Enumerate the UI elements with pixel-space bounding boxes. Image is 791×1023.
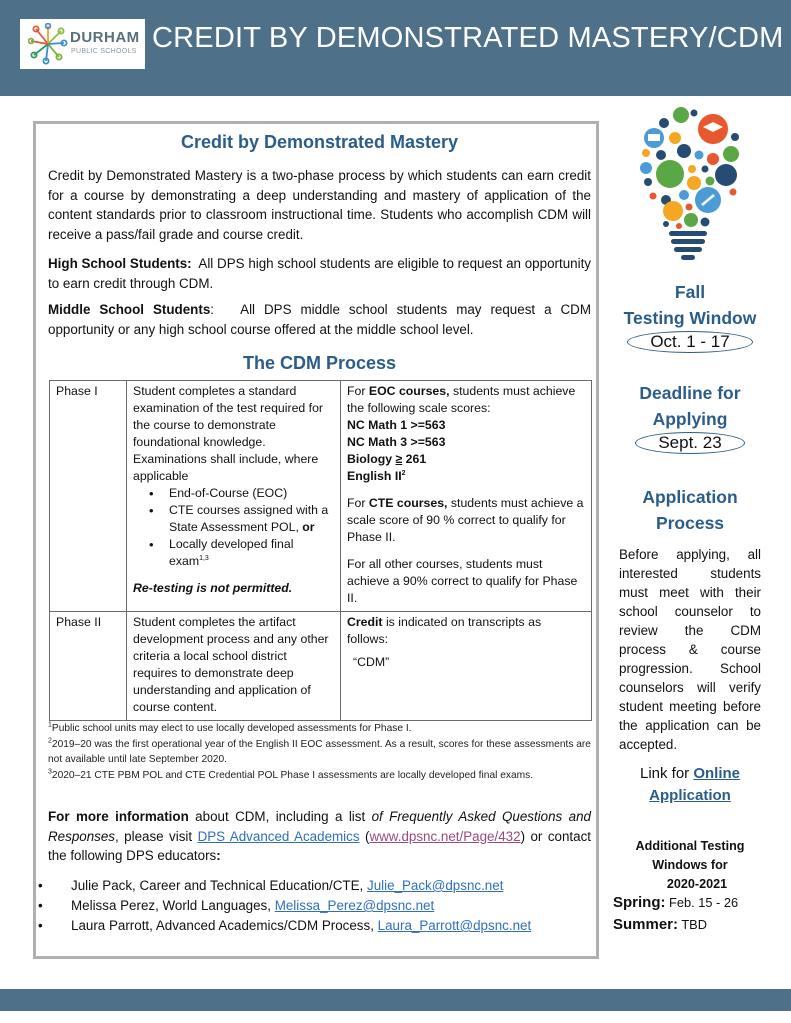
footnote-number: 1 [48, 721, 52, 729]
application-process-heading [610, 484, 770, 536]
spring-label: Spring: [613, 894, 666, 911]
summer-window [613, 916, 707, 933]
score-english [347, 468, 585, 485]
footnote-number: 2 [48, 737, 52, 745]
score-biology [347, 451, 585, 468]
application-deadline [610, 380, 770, 454]
cte-bold: CTE courses, [368, 496, 448, 510]
fall-testing-window [610, 279, 770, 353]
footnote-ref: 2 [401, 469, 406, 477]
application-process-text: Before applying, all interested students must meet with their school counselor to review the CDM process & course progression. School counselors will verify student meeting before the application can be accepted. [619, 547, 761, 752]
high-school-label: High School Students: [48, 256, 192, 271]
eoc-bold: EOC courses, [368, 384, 450, 398]
main-heading: Credit by Demonstrated Mastery [180, 132, 459, 152]
page-title: CREDIT BY DEMONSTRATED MASTERY/CDM [152, 22, 784, 54]
high-school-text: All DPS high school students are eligible to request an opportunity to earn credit through CDM. [48, 256, 595, 291]
more-info-colon: : [216, 848, 221, 863]
list-item-text: Locally developed final exam [169, 537, 294, 568]
online-application-link[interactable]: Application [649, 787, 731, 804]
online-application [610, 763, 770, 807]
footnote [48, 737, 591, 768]
phase-requirements [341, 381, 592, 612]
summer-label: Summer: [613, 916, 679, 933]
english-label: English II [347, 469, 402, 483]
list-item: • End-of-Course (EOC) [149, 485, 334, 502]
more-info-text: ( [359, 828, 370, 844]
biology-value: 261 [402, 452, 427, 466]
biology-label: Biology [347, 452, 396, 466]
cte-requirement [347, 495, 585, 546]
footnote-ref: 1,3 [199, 554, 209, 562]
header-banner [0, 0, 791, 96]
list-item [149, 536, 334, 570]
table-row [50, 612, 592, 721]
logo-name: DURHAM [70, 29, 140, 46]
deadline-heading: Deadline for [639, 383, 741, 403]
phase-description: Student completes the artifact development process and any other criteria a local school district requires to demonstrate deep understanding and application of course content. [127, 612, 341, 721]
credit-note [347, 614, 585, 648]
testing-window-heading: Testing Window [623, 308, 757, 328]
online-application-link[interactable]: Online [693, 765, 741, 782]
additional-line: Windows for [652, 858, 728, 872]
email-link[interactable]: Melissa_Perez@dpsnc.net [274, 898, 435, 913]
process-subheading: Process [655, 513, 725, 533]
high-school-paragraph [48, 254, 595, 293]
cte-post: students must achieve a scale score of 90 % correct to qualify for Phase II. [347, 496, 587, 544]
score-math3: NC Math 3 >=563 [347, 435, 446, 449]
score-math1: NC Math 1 >=563 [347, 418, 446, 432]
or-text: or [302, 520, 315, 534]
phase1-desc-text: Student completes a standard examination of the test required for the course to demonstrate foundational knowledge. Examinations shall include, where applicable [133, 384, 324, 483]
middle-school-paragraph [48, 300, 595, 339]
footnotes [48, 721, 591, 783]
list-item-text: CTE courses assigned with a State Assessment POL, [169, 503, 332, 534]
spring-dates: Feb. 15 - 26 [665, 895, 739, 910]
eoc-intro [347, 383, 585, 417]
dps-url-link[interactable]: www.dpsnc.net/Page/432 [369, 828, 521, 844]
contacts-list [38, 876, 593, 936]
email-link[interactable]: Laura_Parrott@dpsnc.net [377, 918, 532, 933]
contact-text: Laura Parrott, Advanced Academics/CDM Process, [71, 918, 378, 933]
phase-requirements [341, 612, 592, 721]
contact-text: Melissa Perez, World Languages, [71, 898, 275, 913]
dps-advanced-academics-link[interactable]: DPS Advanced Academics [197, 828, 360, 844]
more-info-text: , please visit [115, 828, 198, 844]
application-heading: Application [642, 487, 738, 507]
other-requirement: For all other courses, students must achieve a 90% correct to qualify for Phase II. [347, 557, 578, 605]
table-row [50, 381, 592, 612]
list-item [38, 916, 593, 936]
logo-burst-icon [28, 23, 68, 65]
phase-description [127, 381, 341, 612]
additional-testing-heading [610, 837, 770, 894]
more-info-text: ) or contact the following DPS educators [48, 828, 591, 863]
footer-band [0, 989, 791, 1011]
more-info-text: about CDM, including a list [188, 809, 372, 824]
biology-operator: ≥ [395, 452, 403, 466]
fall-dates-oval: Oct. 1 - 17 [627, 331, 752, 353]
faq-title: of Frequently Asked Questions and Responses [48, 809, 591, 844]
middle-school-text: : All DPS middle school students may request a CDM opportunity or any high school course offered at the middle school level. [48, 302, 595, 337]
logo-subtitle: PUBLIC SCHOOLS [71, 48, 137, 55]
main-content-box [33, 121, 599, 959]
intro-paragraph: Credit by Demonstrated Mastery is a two-phase process by which students can earn credit for a course by demonstrating a deep understanding and mastery of application of the content standards prior to classroom instructional time. Students who accomplish CDM will receive a pass/fail grade and course credit. [48, 168, 591, 242]
list-item [38, 876, 593, 896]
footnote-text: Public school units may elect to use locally developed assessments for Phase I. [51, 723, 412, 734]
exam-types-list [149, 485, 334, 570]
summer-dates: TBD [678, 917, 707, 932]
fall-heading: Fall [674, 282, 706, 302]
credit-text: is indicated on transcripts as follows: [347, 615, 545, 646]
district-logo[interactable] [20, 19, 145, 69]
deadline-date-oval: Sept. 23 [635, 432, 744, 454]
footnote [48, 721, 591, 737]
email-link[interactable]: Julie_Pack@dpsnc.net [367, 878, 504, 893]
phase-label: Phase II [50, 612, 127, 721]
cte-pre: For [347, 496, 369, 510]
footnote-number: 3 [48, 768, 52, 776]
list-item [38, 896, 593, 916]
applying-heading: Applying [652, 409, 728, 429]
process-heading: The CDM Process [242, 353, 397, 373]
retest-note: Re-testing is not permitted. [133, 581, 293, 595]
footnote [48, 768, 591, 784]
spring-window [613, 894, 738, 911]
middle-school-label: Middle School Students [48, 302, 211, 317]
more-info-paragraph [48, 807, 591, 866]
contact-text: Julie Pack, Career and Technical Education/CTE, [71, 878, 367, 893]
list-item [149, 502, 334, 536]
footnote-text: 2020–21 CTE PBM POL and CTE Credential POL Phase I assessments are locally developed final exams. [51, 769, 534, 781]
online-link-prefix: Link for [639, 765, 694, 782]
additional-line: Additional Testing [635, 839, 745, 853]
cdm-process-table [49, 380, 592, 721]
credit-bold: Credit [347, 615, 383, 629]
credit-value: “CDM” [353, 655, 390, 669]
more-info-bold: For more information [48, 809, 189, 824]
additional-year: 2020-2021 [666, 877, 728, 891]
phase-label: Phase I [50, 381, 127, 612]
eoc-pre: For [347, 384, 369, 398]
eoc-post: students must achieve the following scale scores: [347, 384, 579, 415]
footnote-text: 2019–20 was the first operational year of the English II EOC assessment. As a result, scores for these assessments are not available until late September 2020. [48, 738, 591, 765]
lightbulb-icon [637, 103, 747, 263]
